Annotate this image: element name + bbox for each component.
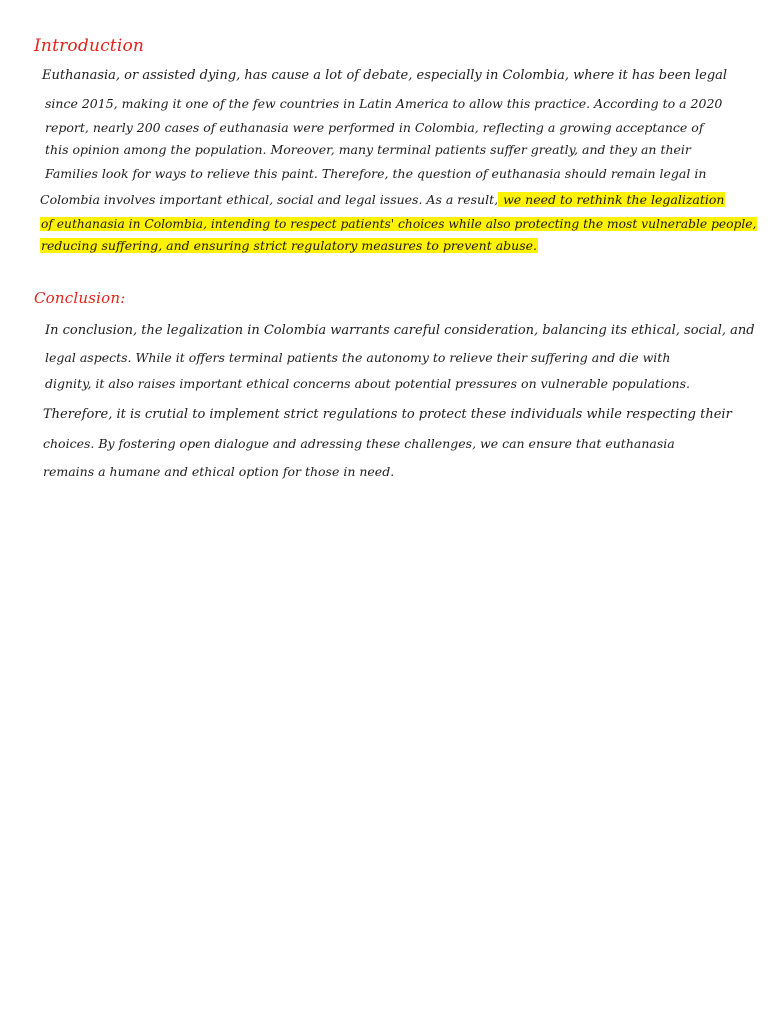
intro-line-4: this opinion among the population. Moreover, many terminal patients suffer greatly, and they an their bbox=[45, 142, 691, 157]
intro-line-6 bbox=[40, 192, 725, 208]
introduction-heading: Introduction bbox=[34, 36, 145, 56]
conclusion-line-1: In conclusion, the legalization in Colombia warrants careful consideration, balancing its ethical, social, and bbox=[45, 323, 755, 338]
intro-line-5: Families look for ways to relieve this paint. Therefore, the question of euthanasia should remain legal in bbox=[45, 166, 707, 181]
conclusion-line-6: remains a humane and ethical option for those in need. bbox=[43, 464, 395, 479]
highlighted-text: we need to rethink the legalization bbox=[499, 192, 725, 207]
intro-line-8 bbox=[40, 238, 538, 254]
intro-line-2: since 2015, making it one of the few countries in Latin America to allow this practice. According to a 2020 bbox=[45, 96, 723, 111]
conclusion-line-5: choices. By fostering open dialogue and adressing these challenges, we can ensure that euthanasia bbox=[43, 436, 675, 451]
conclusion-line-4: Therefore, it is crutial to implement strict regulations to protect these individuals while respecting their bbox=[43, 407, 732, 422]
highlighted-text: of euthanasia in Colombia, intending to respect patients' choices while also protecting the most vulnerable people, bbox=[41, 217, 757, 231]
intro-line-7 bbox=[40, 216, 757, 232]
conclusion-line-3: dignity, it also raises important ethical concerns about potential pressures on vulnerable populations. bbox=[45, 376, 690, 391]
intro-line-3: report, nearly 200 cases of euthanasia were performed in Colombia, reflecting a growing acceptance of bbox=[45, 120, 704, 135]
intro-line-6-text: Colombia involves important ethical, social and legal issues. As a result, bbox=[40, 192, 499, 207]
conclusion-line-2: legal aspects. While it offers terminal patients the autonomy to relieve their suffering and die with bbox=[45, 350, 671, 365]
highlighted-text: reducing suffering, and ensuring strict regulatory measures to prevent abuse. bbox=[41, 238, 537, 253]
conclusion-heading: Conclusion: bbox=[34, 289, 126, 307]
intro-line-1: Euthanasia, or assisted dying, has cause a lot of debate, especially in Colombia, where it has been legal bbox=[42, 68, 728, 83]
